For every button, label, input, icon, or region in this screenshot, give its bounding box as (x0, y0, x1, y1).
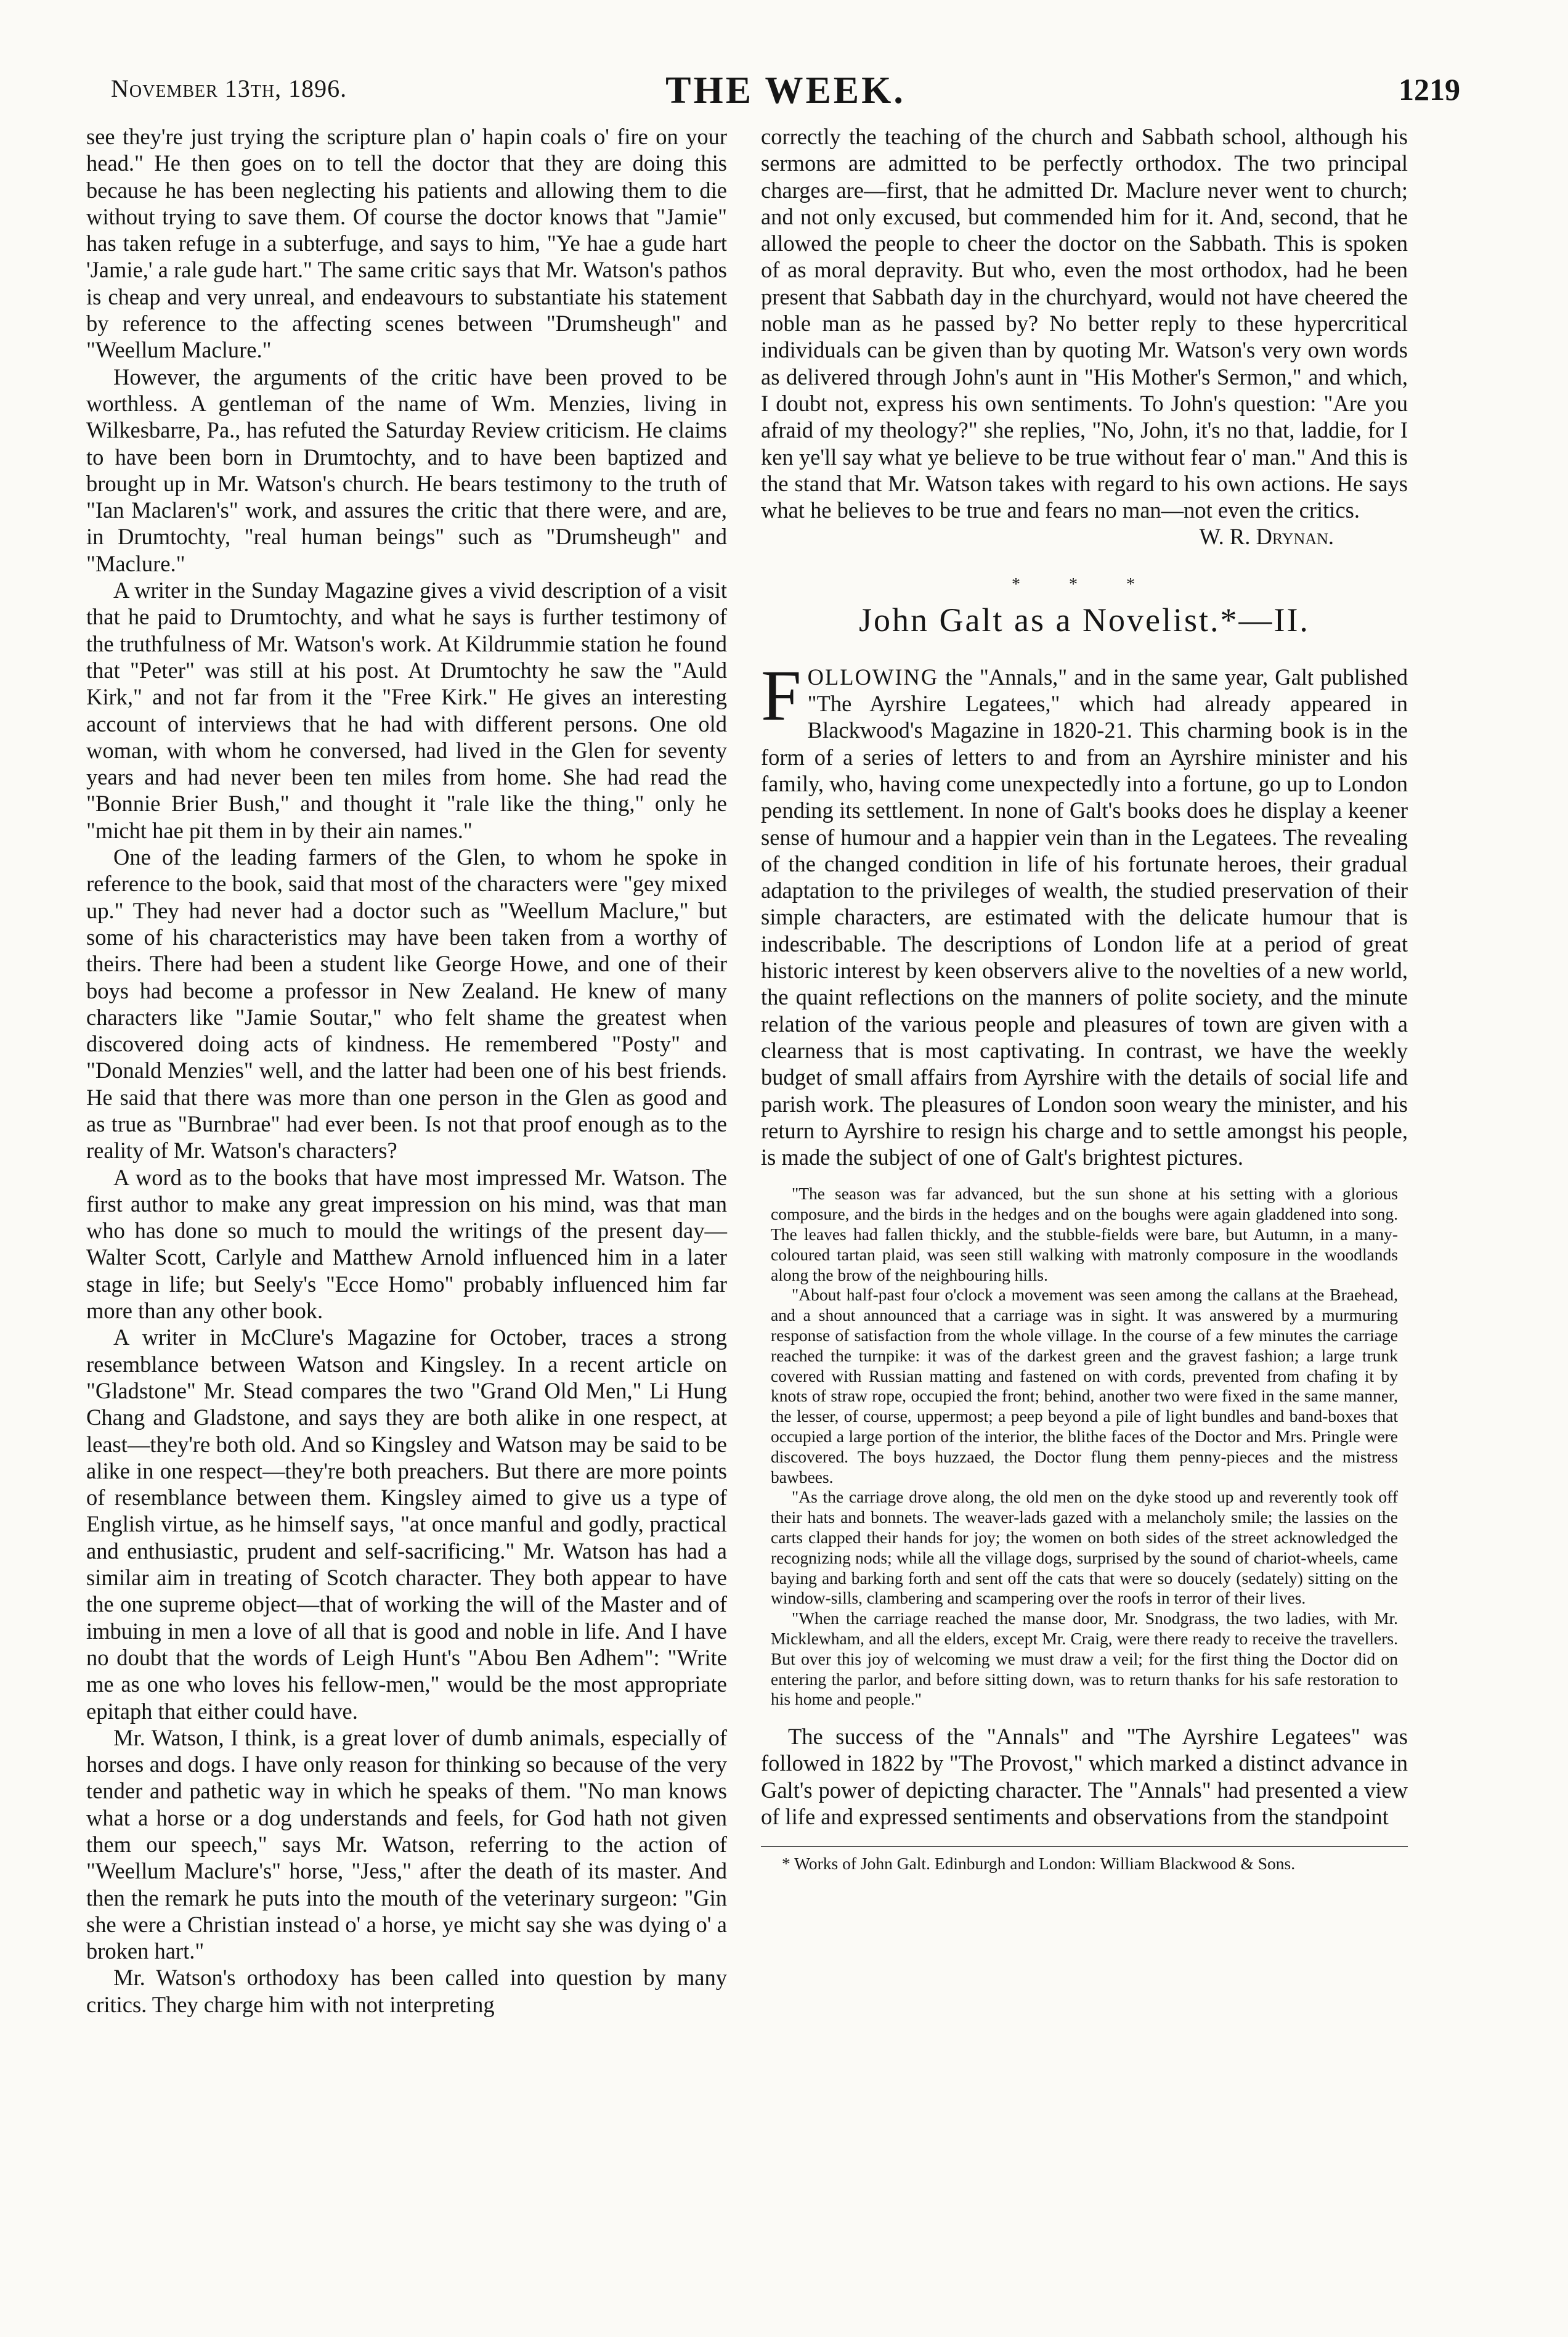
paragraph: Mr. Watson, I think, is a great lover of dumb animals, especially of horses and dogs. I have only reason for thinking so because of the very tender and pathetic way in which he speaks of them. "No man knows what a horse or a dog understands and feels, for God hath not given them our speech," says Mr. Watson, referring to the action of "Weellum Maclure's" horse, "Jess," after the death of its master. And then the remark he puts into the mouth of the veterinary surgeon: "Gin she were a Christian instead o' a horse, ye micht say she was dying o' a broken hart." (86, 1724, 727, 1964)
right-column (761, 123, 1408, 1874)
block-quote (771, 1184, 1398, 1710)
paragraph: see they're just trying the scripture plan o' hapin coals o' fire on your head." He then goes on to tell the doctor that they are doing this because he has been neglecting his patients and allowing them to die without trying to save them. Of course the doctor knows that "Jamie" has taken refuge in a subterfuge, and says to him, "Ye hae a gude hart 'Jamie,' a rale gude hart." The same critic says that Mr. Watson's pathos is cheap and very unreal, and endeavours to substantiate his statement by reference to the affecting scenes between "Drumsheugh" and "Weellum Maclure." (86, 124, 727, 363)
quote-paragraph: "About half-past four o'clock a movement was seen among the callans at the Braehead, and a shout announced that a carriage was in sight. It was answered by a murmuring response of satisfaction from the whole village. In the course of a few minutes the carriage reached the turnpike: it was of the darkest green and the gravest fashion; a large trunk covered with Russian matting and fastened on with cords, prevented from chafing it by knots of straw rope, occupied the front; behind, another two were fixed in the same manner, the lesser, of course, uppermost; a peep beyond a pile of light bundles and band-boxes that occupied a large portion of the interior, the blithe faces of the Doctor and Mrs. Pringle were discovered. The boys huzzaed, the Doctor flung them penny-pieces and the mistress bawbees. (771, 1285, 1398, 1487)
footnote: * Works of John Galt. Edinburgh and London: William Blackwood & Sons. (782, 1854, 1296, 1874)
signature-name: W. R. Drynan. (1199, 524, 1334, 550)
continuation-paragraph: correctly the teaching of the church and Sabbath school, although his sermons are admitted to be perfectly orthodox. The two principal charges are—first, that he admitted Dr. Maclure never went to church; and not only excused, but commended him for it. And, second, that he allowed the people to cheer the doctor on the Sabbath. This is spoken of as moral depravity. But who, even the most orthodox, had he been present that Sabbath day in the churchyard, would not have cheered the noble man as he passed by? No better reply to these hypercritical individuals can be given than by quoting Mr. Watson's very own words as delivered through John's aunt in "His Mother's Sermon," and which, I doubt not, express his own sentiments. To John's question: "Are you afraid of my theology?" she replies, "No, John, it's no that, laddie, for I ken ye'll say what ye believe to be true without fear o' man." And this is the stand that Mr. Watson takes with regard to his own actions. He says what he believes to be true and fears no man—not even the critics. (761, 124, 1408, 523)
left-column (86, 123, 727, 2018)
quote-paragraph: "The season was far advanced, but the sun shone at his setting with a glorious composure, and the birds in the hedges and on the boughs were again gladdened into song. The leaves had fallen thickly, and the stubble-fields were bare, but Autumn, in a many-coloured tartan plaid, was seen still walking with matronly composure in the woodlands along the brow of the neighbouring hills. (771, 1184, 1398, 1284)
paragraph: However, the arguments of the critic have been proved to be worthless. A gentleman of the name of Wm. Menzies, living in Wilkesbarre, Pa., has refuted the Saturday Review criticism. He claims to have been born in Drumtochty, and to have been baptized and brought up in Mr. Watson's church. He bears testimony to the truth of "Ian Maclaren's" work, and assures the critic that there were, and are, in Drumtochty, "real human beings" such as "Drumsheugh" and "Maclure." (86, 364, 727, 576)
section-separator: * * * (1012, 574, 1157, 594)
paragraph: Mr. Watson's orthodoxy has been called into question by many critics. They charge him with not interpreting (86, 1965, 727, 2017)
page-header (111, 69, 1460, 124)
opening-paragraph (761, 655, 1408, 1171)
quote-paragraph: "As the carriage drove along, the old men on the dyke stood up and reverently took off their hats and bonnets. The weaver-lads gazed with a melancholy smile; the lassies on the carts clapped their hands for joy; the women on both sides of the street acknowledged the recognizing nods; while all the village dogs, surprised by the sound of chariot-wheels, came baying and barking forth and sent off the cats that were so doucely (sedately) sitting on the window-sills, clambering and scampering over the roofs in terror of their lives. (771, 1487, 1398, 1608)
opening-smallcaps: OLLOWING (807, 664, 939, 690)
quote-paragraph: "When the carriage reached the manse door, Mr. Snodgrass, the two ladies, with Mr. Micklewham, and all the elders, except Mr. Craig, were there ready to receive the travellers. But over this joy of welcoming we must draw a veil; for the first thing the Doctor did on entering the parlor, and before sitting down, was to return thanks for his safe restoration to his home and people." (771, 1609, 1398, 1709)
paragraph: A word as to the books that have most impressed Mr. Watson. The first author to make any great impression on his mind, was that man who has done so much to mould the writings of the present day—Walter Scott, Carlyle and Matthew Arnold influenced him in a later stage in life; but Seely's "Ecce Homo" probably influenced him far more than any other book. (86, 1164, 727, 1324)
issue-date: November 13th, 1896. (111, 75, 347, 102)
page-number: 1219 (1399, 72, 1460, 107)
article-title: John Galt as a Novelist.*—II. (859, 601, 1310, 638)
opening-text: the "Annals," and in the same year, Galt published "The Ayrshire Legatees," which had already appeared in Blackwood's Magazine in 1820-21. This charming book is in the form of a series of letters to and from an Ayrshire minister and his family, who, having come unexpectedly into a fortune, go up to London pending its settlement. In none of Galt's books does he display a keener sense of humour and a happier vein than in the Legatees. The revealing of the changed condition in life of his fortunate heroes, their gradual adaptation to the privileges of wealth, the studied preservation of their simple characters, are estimated with the delicate humour that is indescribable. The descriptions of London life at a period of great historic interest by keen observers alive to the novelties of a new world, the quaint reflections on the manners of polite society, and the minute relation of the various people and pleasures of town are given with a clearness that is most captivating. In contrast, we have the weekly budget of small affairs from Ayrshire with the details of social life and parish work. The pleasures of London soon weary the minister, and his return to Ayrshire to resign his charge and to settle amongst his people, is made the subject of one of Galt's brightest pictures. (761, 664, 1408, 1170)
paragraph: One of the leading farmers of the Glen, to whom he spoke in reference to the book, said that most of the characters were "gey mixed up." They had never had a doctor such as "Weellum Maclure," but some of his characteristics may have been taken from a worthy of theirs. There had been a student like George Howe, and one of their boys had become a professor in New Zealand. He knew of many characters like "Jamie Soutar," who felt shame the greatest when discovered doing acts of kindness. He remembered "Posty" and "Donald Menzies" well, and the latter had been one of his best friends. He said that there was more than one person in the Glen as good and as true as "Burnbrae" had ever been. Is not that proof enough as to the reality of Mr. Watson's characters? (86, 844, 727, 1164)
drop-cap: F (761, 655, 802, 736)
paragraph: A writer in McClure's Magazine for October, traces a strong resemblance between Watson and Kingsley. In a recent article on "Gladstone" Mr. Stead compares the two "Grand Old Men," Li Hung Chang and Gladstone, and says they are both alike in one respect, at least—they're both old. And so Kingsley and Watson may be said to be alike in one respect—they're both preachers. But there are more points of resemblance between them. Kingsley aimed to give us a type of English virtue, as he himself says, "at once manful and godly, practical and enthusiastic, prudent and self-sacrificing." Mr. Watson has had a similar aim in treating of Scotch character. They both appear to have the one supreme object—that of working the will of the Master and of imbuing in men a love of all that is good and noble in life. And I have no doubt that the words of Leigh Hunt's "Abou Ben Adhem": "Write me as one who loves his fellow-men," would be the most appropriate epitaph that either could have. (86, 1324, 727, 1724)
footnote-divider (761, 1846, 1408, 1847)
masthead-title: THE WEEK. (665, 70, 906, 112)
paragraph: A writer in the Sunday Magazine gives a vivid description of a visit that he paid to Drumtochty, and what he says is further testimony of the truthfulness of Mr. Watson's work. At Kildrummie station he found that "Peter" was still at his post. At Drumtochty he saw the "Auld Kirk," and not far from it the "Free Kirk." He gives an interesting account of interviews that he had with different persons. One old woman, with whom he conversed, had lived in the Glen for seventy years and had never been ten miles from home. She had read the "Bonnie Brier Bush," and thought it "rale like the thing," only he "micht hae pit them in by their ain names." (86, 577, 727, 843)
closing-paragraph: The success of the "Annals" and "The Ayrshire Legatees" was followed in 1822 by "The Provost," which marked a distinct advance in Galt's power of depicting character. The "Annals" had presented a view of life and expressed sentiments and observations from the standpoint (761, 1724, 1408, 1829)
author-signature (761, 523, 1408, 550)
